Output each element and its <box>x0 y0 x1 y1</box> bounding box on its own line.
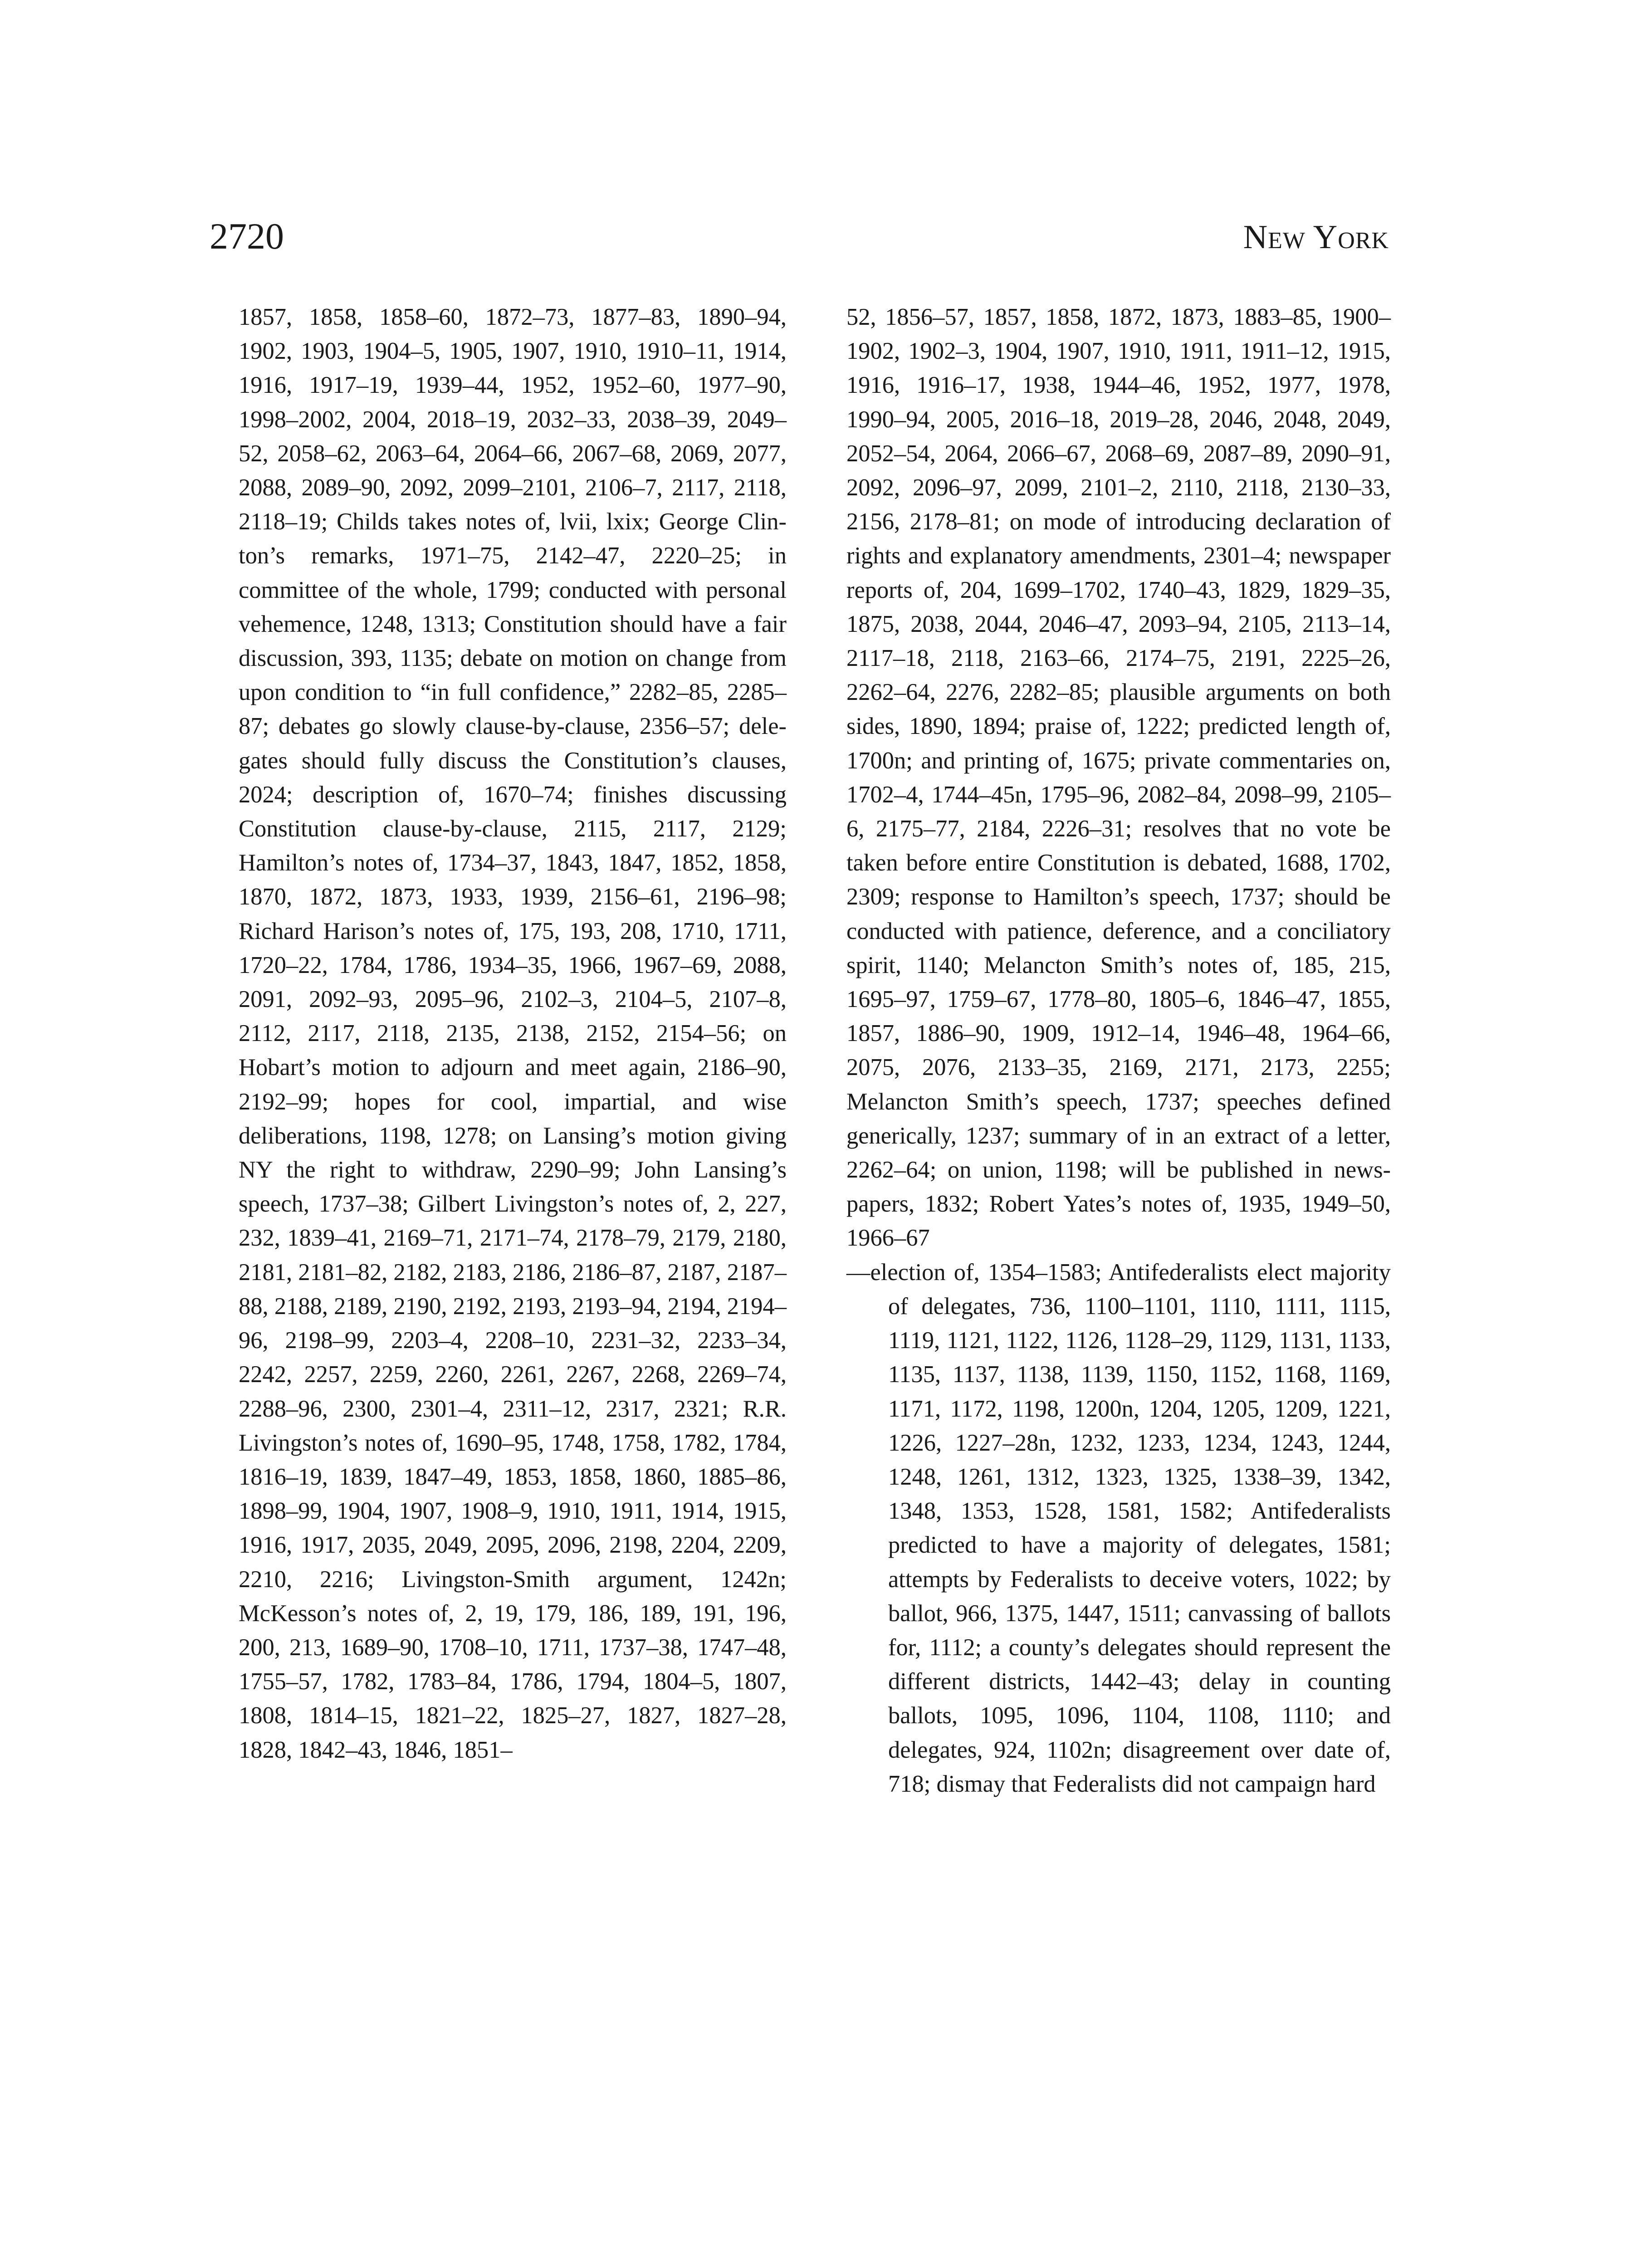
index-column-right <box>846 300 1391 1801</box>
index-entry-continuation: 52, 1856–57, 1857, 1858, 1872, 1873, 1883–85, 1900–1902, 1902–3, 1904, 1907, 1910, 1911, 1911–12, 1915, 1916, 1916–17, 1938, 1944–46, 1952, 1977, 1978, 1990–94, 2005, 2016–18, 2019–28, 2046, 2048, 2049, 2052–54, 2064, 2066–67, 2068–69, 2087–89, 2090–91, 2092, 2096–97, 2099, 2101–2, 2110, 2118, 2130–33, 2156, 2178–81; on mode of introducing declaration of rights and explanatory amendments, 2301–4; newspaper reports of, 204, 1699–1702, 1740–43, 1829, 1829–35, 1875, 2038, 2044, 2046–47, 2093–94, 2105, 2113–14, 2117–18, 2118, 2163–66, 2174–75, 2191, 2225–26, 2262–64, 2276, 2282–85; plausible arguments on both sides, 1890, 1894; praise of, 1222; predicted length of, 1700n; and printing of, 1675; private commentaries on, 1702–4, 1744–45n, 1795–96, 2082–84, 2098–99, 2105–6, 2175–77, 2184, 2226–31; resolves that no vote be taken before entire Constitution is debated, 1688, 1702, 2309; response to Hamilton’s speech, 1737; should be conducted with patience, deference, and a conciliatory spirit, 1140; Melancton Smith’s notes of, 185, 215, 1695–97, 1759–67, 1778–80, 1805–6, 1846–47, 1855, 1857, 1886–90, 1909, 1912–14, 1946–48, 1964–66, 2075, 2076, 2133–35, 2169, 2171, 2173, 2255; Melancton Smith’s speech, 1737; speeches defined generically, 1237; summary of in an extract of a letter, 2262–64; on union, 1198; will be published in newspapers, 1832; Robert Yates’s notes of, 1935, 1949–50, 1966–67 <box>846 304 1391 1251</box>
index-subentry-election: —election of, 1354–1583; Antifederalists elect majority of delegates, 736, 1100–1101, 1110, 1111, 1115, 1119, 1121, 1122, 1126, 1128–29, 1129, 1131, 1133, 1135, 1137, 1138, 1139, 1150, 1152, 1168, 1169, 1171, 1172, 1198, 1200n, 1204, 1205, 1209, 1221, 1226, 1227–28n, 1232, 1233, 1234, 1243, 1244, 1248, 1261, 1312, 1323, 1325, 1338–39, 1342, 1348, 1353, 1528, 1581, 1582; Antifederalists predicted to have a majority of delegates, 1581; attempts by Federalists to deceive voters, 1022; by ballot, 966, 1375, 1447, 1511; canvassing of ballots for, 1112; a county’s delegates should represent the different districts, 1442–43; delay in counting ballots, 1095, 1096, 1104, 1108, 1110; and delegates, 924, 1102n; disagreement over date of, 718; dismay that Federalists did not campaign hard <box>846 1259 1391 1797</box>
index-column-left <box>239 300 787 1767</box>
index-entry-continuation: 1857, 1858, 1858–60, 1872–73, 1877–83, 1890–94, 1902, 1903, 1904–5, 1905, 1907, 1910, 1910–11, 1914, 1916, 1917–19, 1939–44, 1952, 1952–60, 1977–90, 1998–2002, 2004, 2018–19, 2032–33, 2038–39, 2049–52, 2058–62, 2063–64, 2064–66, 2067–68, 2069, 2077, 2088, 2089–90, 2092, 2099–2101, 2106–7, 2117, 2118, 2118–19; Childs takes notes of, lvii, lxix; George Clinton’s remarks, 1971–75, 2142–47, 2220–25; in committee of the whole, 1799; conducted with personal vehemence, 1248, 1313; Constitution should have a fair discussion, 393, 1135; debate on motion on change from upon condition to “in full confidence,” 2282–85, 2285–87; debates go slowly clause-by-clause, 2356–57; delegates should fully discuss the Constitution’s clauses, 2024; description of, 1670–74; finishes discussing Constitution clause-by-clause, 2115, 2117, 2129; Hamilton’s notes of, 1734–37, 1843, 1847, 1852, 1858, 1870, 1872, 1873, 1933, 1939, 2156–61, 2196–98; Richard Harison’s notes of, 175, 193, 208, 1710, 1711, 1720–22, 1784, 1786, 1934–35, 1966, 1967–69, 2088, 2091, 2092–93, 2095–96, 2102–3, 2104–5, 2107–8, 2112, 2117, 2118, 2135, 2138, 2152, 2154–56; on Hobart’s motion to adjourn and meet again, 2186–90, 2192–99; hopes for cool, impartial, and wise deliberations, 1198, 1278; on Lansing’s motion giving NY the right to withdraw, 2290–99; John Lansing’s speech, 1737–38; Gilbert Livingston’s notes of, 2, 227, 232, 1839–41, 2169–71, 2171–74, 2178–79, 2179, 2180, 2181, 2181–82, 2182, 2183, 2186, 2186–87, 2187, 2187–88, 2188, 2189, 2190, 2192, 2193, 2193–94, 2194, 2194–96, 2198–99, 2203–4, 2208–10, 2231–32, 2233–34, 2242, 2257, 2259, 2260, 2261, 2267, 2268, 2269–74, 2288–96, 2300, 2301–4, 2311–12, 2317, 2321; R.R. Livingston’s notes of, 1690–95, 1748, 1758, 1782, 1784, 1816–19, 1839, 1847–49, 1853, 1858, 1860, 1885–86, 1898–99, 1904, 1907, 1908–9, 1910, 1911, 1914, 1915, 1916, 1917, 2035, 2049, 2095, 2096, 2198, 2204, 2209, 2210, 2216; Livingston-Smith argument, 1242n; McKesson’s notes of, 2, 19, 179, 186, 189, 191, 196, 200, 213, 1689–90, 1708–10, 1711, 1737–38, 1747–48, 1755–57, 1782, 1783–84, 1786, 1794, 1804–5, 1807, 1808, 1814–15, 1821–22, 1825–27, 1827, 1827–28, 1828, 1842–43, 1846, 1851– <box>239 304 787 1763</box>
page-number: 2720 <box>210 215 284 257</box>
running-head: New York <box>1243 219 1389 256</box>
